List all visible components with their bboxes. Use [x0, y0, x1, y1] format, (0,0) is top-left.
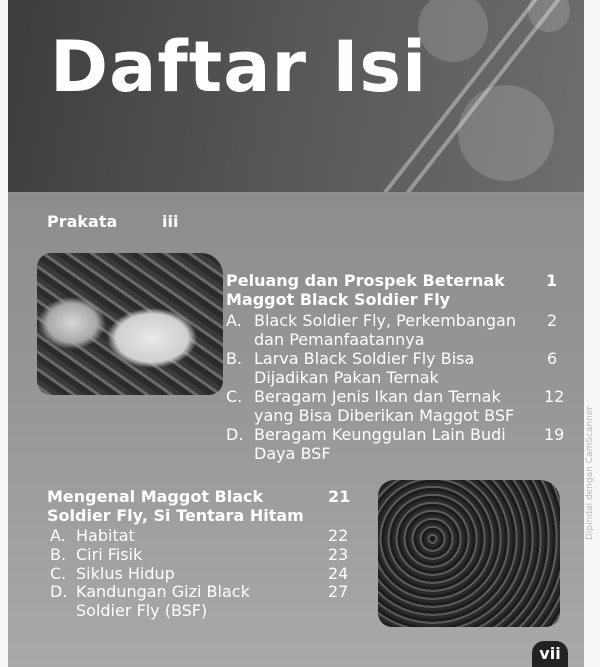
chapter1-item-d-line1: Beragam Keunggulan Lain Budi [254, 425, 506, 444]
chapter2-item-b-page: 23 [328, 545, 349, 564]
chapter2-item-b-letter: B. [50, 545, 67, 564]
scanner-watermark: Dipindai dengan CamScanner [585, 405, 595, 540]
page-number: vii [532, 641, 568, 667]
chapter1-item-c-line2: yang Bisa Diberikan Maggot BSF [254, 406, 515, 425]
chapter1-page: 1 [546, 271, 558, 290]
chapter1-item-c-letter: C. [226, 387, 243, 406]
chapter2-item-c-letter: C. [50, 564, 67, 583]
prakata-page: iii [162, 212, 179, 231]
chapter1-item-d-letter: D. [226, 425, 244, 444]
chapter2-item-a-line1: Habitat [76, 526, 135, 545]
chapter2-item-c-page: 24 [328, 564, 349, 583]
chapter2-item-a-page: 22 [328, 526, 349, 545]
chapter1-item-d-line2: Daya BSF [254, 444, 331, 463]
chapter1-item-a-letter: A. [226, 311, 242, 330]
chapter2-title-line1: Mengenal Maggot Black [47, 487, 264, 506]
chapter2-page: 21 [328, 487, 351, 506]
chapter2-item-d-page: 27 [328, 582, 349, 601]
chapter1-item-b-page: 6 [547, 349, 558, 368]
prakata-label: Prakata [47, 212, 118, 231]
chapter1-item-a-page: 2 [547, 311, 558, 330]
chapter1-item-b-line2: Dijadikan Pakan Ternak [254, 368, 439, 387]
chapter2-item-a-letter: A. [50, 526, 66, 545]
chapter1-item-d-page: 19 [544, 425, 565, 444]
chapter1-item-c-line1: Beragam Jenis Ikan dan Ternak [254, 387, 501, 406]
chapter1-item-c-page: 12 [544, 387, 565, 406]
chapter1-item-a-line1: Black Soldier Fly, Perkembangan [254, 311, 516, 330]
decor-circle [418, 0, 488, 62]
decor-circle [458, 85, 554, 181]
chapter1-title-line2: Maggot Black Soldier Fly [226, 290, 451, 309]
chapter2-item-c-line1: Siklus Hidup [76, 564, 175, 583]
chapter1-title-line1: Peluang dan Prospek Beternak [226, 271, 505, 290]
chapter1-item-b-letter: B. [226, 349, 243, 368]
chapter1-item-a-line2: dan Pemanfaatannya [254, 330, 425, 349]
chapter2-item-b-line1: Ciri Fisik [76, 545, 143, 564]
chapter2-item-d-letter: D. [50, 582, 68, 601]
page-title: Daftar Isi [50, 26, 428, 108]
maggot-photo-2 [378, 480, 560, 627]
chapter2-item-d-line1: Kandungan Gizi Black [76, 582, 250, 601]
chapter2-title-line2: Soldier Fly, Si Tentara Hitam [47, 506, 304, 525]
chapter1-item-b-line1: Larva Black Soldier Fly Bisa [254, 349, 475, 368]
maggot-photo-1 [37, 253, 223, 395]
chapter2-item-d-line2: Soldier Fly (BSF) [76, 601, 208, 620]
